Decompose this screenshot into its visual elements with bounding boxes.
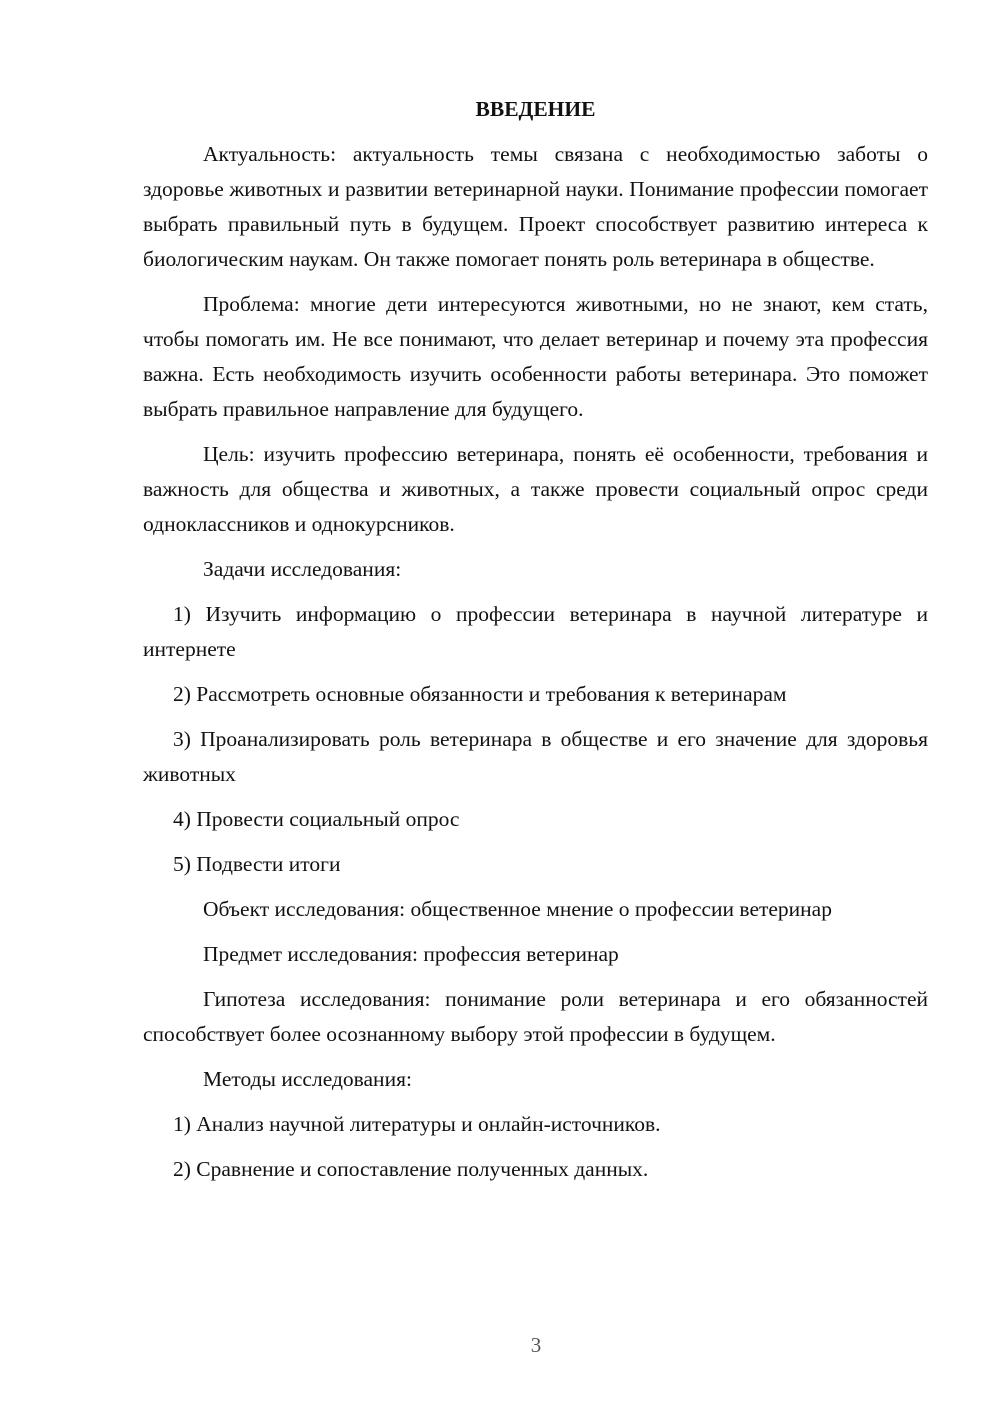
list-item: 2) Сравнение и сопоставление полученных данных.: [173, 1157, 649, 1181]
list-item: 4) Провести социальный опрос: [173, 807, 460, 831]
list-item: 3) Проанализировать роль ветеринара в обществе и его значение для здоровья животных: [143, 727, 928, 786]
section-heading: ВВЕДЕНИЕ: [475, 97, 596, 121]
tasks-title: Задачи исследования:: [203, 557, 402, 581]
list-item: 2) Рассмотреть основные обязанности и требования к ветеринарам: [173, 682, 787, 706]
goal-paragraph: Цель: изучить профессию ветеринара, понять её особенности, требования и важность для общества и животных, а также провести социальный опрос среди одноклассников и однокурсников.: [143, 442, 928, 536]
relevance-paragraph: Актуальность: актуальность темы связана с необходимостью заботы о здоровье животных и развитии ветеринарной науки. Понимание профессии помогает выбрать правильный путь в будущем. Проект способствует развитию интереса к биологическим наукам. Он также помогает понять роль ветеринара в обществе.: [143, 142, 928, 271]
list-item: 1) Изучить информацию о профессии ветеринара в научной литературе и интернете: [143, 602, 928, 661]
page-number: 3: [530, 1333, 542, 1357]
tasks-list: [143, 597, 928, 882]
list-item: 1) Анализ научной литературы и онлайн-источников.: [173, 1112, 661, 1136]
methods-list: [143, 1107, 928, 1187]
problem-paragraph: Проблема: многие дети интересуются животными, но не знают, кем стать, чтобы помогать им. Не все понимают, что делает ветеринар и почему эта профессия важна. Есть необходимость изучить особенности работы ветеринара. Это поможет выбрать правильное направление для будущего.: [143, 292, 928, 421]
object-paragraph: Объект исследования: общественное мнение о профессии ветеринар: [203, 897, 832, 921]
list-item: 5) Подвести итоги: [173, 852, 341, 876]
subject-paragraph: Предмет исследования: профессия ветеринар: [203, 942, 619, 966]
methods-title: Методы исследования:: [203, 1067, 412, 1091]
document-body: [143, 92, 928, 1197]
hypothesis-paragraph: Гипотеза исследования: понимание роли ветеринара и его обязанностей способствует более осознанному выбору этой профессии в будущем.: [143, 987, 928, 1046]
